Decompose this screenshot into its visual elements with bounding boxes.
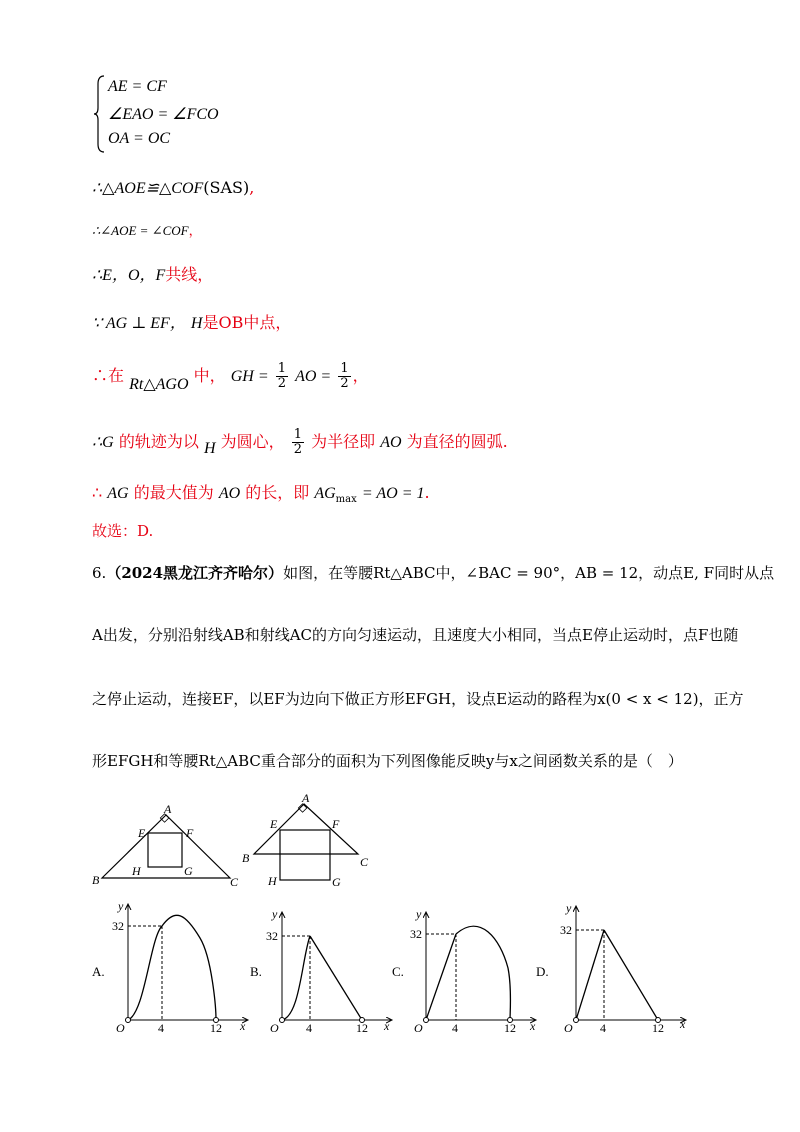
option-b-label: B.: [250, 964, 262, 979]
left-brace-icon: [94, 74, 106, 154]
option-c-tick-32: 32: [410, 927, 422, 941]
angle-equality: ∴∠AOE = ∠COF: [92, 223, 189, 238]
option-d-tick-12: 12: [652, 1021, 664, 1035]
question-line-1: [92, 562, 774, 583]
label-a-1: A: [164, 802, 172, 816]
option-d-x: x: [680, 1017, 686, 1031]
collinear-text: 共线，: [165, 265, 214, 284]
system-row-1: AE = CF: [108, 78, 167, 95]
option-a-x: x: [240, 1019, 246, 1033]
frac-num: 1: [277, 361, 286, 376]
fraction-half-2: [338, 362, 350, 391]
option-a-tick-32: 32: [112, 919, 124, 933]
line5-end: ，: [352, 366, 369, 385]
option-a-label: A.: [92, 964, 105, 979]
option-b-y: y: [272, 907, 278, 921]
option-a-o: O: [116, 1021, 125, 1035]
label-g-1: G: [184, 864, 193, 878]
segment-ao: AO: [380, 434, 402, 451]
line1-end: ,: [249, 178, 255, 197]
therefore-symbol: ∴: [92, 483, 103, 502]
question-line-2: A出发，分别沿射线AB和射线AC的方向匀速运动，且速度大小相同，当点E停止运动时，点F也随: [92, 626, 739, 644]
solution-line-7: [92, 480, 430, 505]
therefore-g: ∴G: [92, 434, 114, 451]
frac-den: 2: [277, 376, 286, 391]
frac-den: 2: [340, 376, 349, 391]
solution-line-1: [92, 178, 254, 198]
option-a-graph[interactable]: [92, 899, 248, 1035]
option-c-y: y: [416, 907, 422, 921]
label-f-2: F: [332, 817, 340, 831]
midpoint-text: 是OB中点，: [202, 313, 292, 332]
option-d-y: y: [566, 901, 572, 915]
option-c-o: O: [414, 1021, 423, 1035]
option-c-graph[interactable]: [392, 907, 536, 1035]
trajectory-text: 的轨迹为以: [118, 432, 199, 451]
label-b-2: B: [242, 851, 250, 865]
ag-max-value: = AO = 1: [361, 485, 425, 502]
option-b-tick-12: 12: [356, 1021, 368, 1035]
option-a-tick-12: 12: [210, 1021, 222, 1035]
line7-end: .: [424, 483, 430, 502]
question-number: 6.: [92, 564, 107, 582]
label-e-1: E: [138, 826, 146, 840]
max-text: 的最大值为: [133, 483, 214, 502]
length-text: 的长，即: [245, 483, 310, 502]
option-d-tick-4: 4: [600, 1021, 606, 1035]
option-b-o: O: [270, 1021, 279, 1035]
solution-line-4: [92, 310, 291, 333]
figure-2: [242, 791, 369, 889]
square-efgh-2: [280, 830, 330, 880]
label-b-1: B: [92, 873, 100, 887]
center-h: H: [203, 440, 216, 457]
option-d-o: O: [564, 1021, 573, 1035]
option-graphs: [90, 898, 710, 1038]
label-a-2: A: [302, 791, 310, 805]
max-subscript: max: [335, 494, 357, 506]
system-row-3: OA = OC: [108, 130, 171, 147]
ag-max: AG: [314, 485, 336, 502]
label-f-1: F: [186, 826, 194, 840]
equation-system: [94, 74, 254, 154]
solution-line-3: [92, 262, 213, 285]
option-b-tick-32: 32: [266, 929, 278, 943]
frac-num: 1: [340, 361, 349, 376]
option-a-y: y: [118, 899, 124, 913]
frac-den: 2: [293, 442, 302, 457]
ao-equals: AO =: [295, 368, 332, 385]
option-c-tick-12: 12: [504, 1021, 516, 1035]
answer: 故选：D.: [92, 522, 154, 540]
point-h: H: [190, 315, 203, 332]
label-g-2: G: [332, 875, 341, 889]
arc-text: 为直径的圆弧.: [406, 432, 508, 451]
option-b-x: x: [384, 1019, 390, 1033]
label-h-2: H: [268, 874, 277, 888]
sas-label: (SAS): [203, 178, 250, 197]
solution-line-5: [92, 362, 369, 391]
option-c-tick-4: 4: [452, 1021, 458, 1035]
question-line-4: 形EFGH和等腰Rt△ABC重合部分的面积为下列图像能反映y与x之间函数关系的是（ ）: [92, 752, 683, 770]
square-efgh-1: [148, 833, 182, 867]
label-h-1: H: [132, 864, 141, 878]
radius-text: 为半径即: [311, 432, 376, 451]
collinear-points: ∴E，O，F: [92, 267, 166, 284]
label-c-2: C: [360, 855, 369, 869]
solution-line-6: [92, 428, 508, 457]
congruence-statement: ∴△AOE≌△COF: [92, 180, 204, 197]
segment-ag: AG: [107, 485, 129, 502]
right-triangle-ago: Rt△AGO: [129, 376, 189, 393]
fraction-half-1: [276, 362, 288, 391]
option-d-tick-32: 32: [560, 923, 572, 937]
label-e-2: E: [270, 817, 278, 831]
option-d-label: D.: [536, 964, 549, 979]
system-row-2: ∠EAO = ∠FCO: [108, 106, 219, 123]
segment-ao-2: AO: [218, 485, 241, 502]
option-b-graph[interactable]: [250, 907, 392, 1035]
perpendicular-statement: ∵ AG ⊥ EF，: [92, 315, 186, 332]
figure-1: [92, 802, 239, 889]
frac-num: 1: [293, 427, 302, 442]
line5-mid: 中，: [193, 366, 226, 385]
solution-line-2: [92, 220, 202, 239]
question-source: （2024黑龙江齐齐哈尔）: [106, 564, 284, 582]
option-c-label: C.: [392, 964, 404, 979]
line2-end: ，: [188, 224, 202, 239]
triangle-figures: [90, 791, 390, 895]
option-b-tick-4: 4: [306, 1021, 312, 1035]
triangle-abc-1: [102, 815, 230, 878]
option-a-tick-4: 4: [158, 1021, 164, 1035]
gh-equals: GH =: [230, 368, 269, 385]
question-line-3: 之停止运动，连接EF，以EF为边向下做正方形EFGH，设点E运动的路程为x(0 < x < 12)，正方: [92, 690, 744, 708]
option-c-x: x: [530, 1019, 536, 1033]
option-d-graph[interactable]: [536, 901, 686, 1035]
fraction-half-3: [292, 428, 304, 457]
question-text-1: 如图，在等腰Rt△ABC中，∠BAC = 90°，AB = 12，动点E, F同时从点: [283, 564, 775, 582]
line5-prefix: ∴在: [92, 366, 125, 385]
center-text: 为圆心，: [220, 432, 285, 451]
label-c-1: C: [230, 875, 239, 889]
